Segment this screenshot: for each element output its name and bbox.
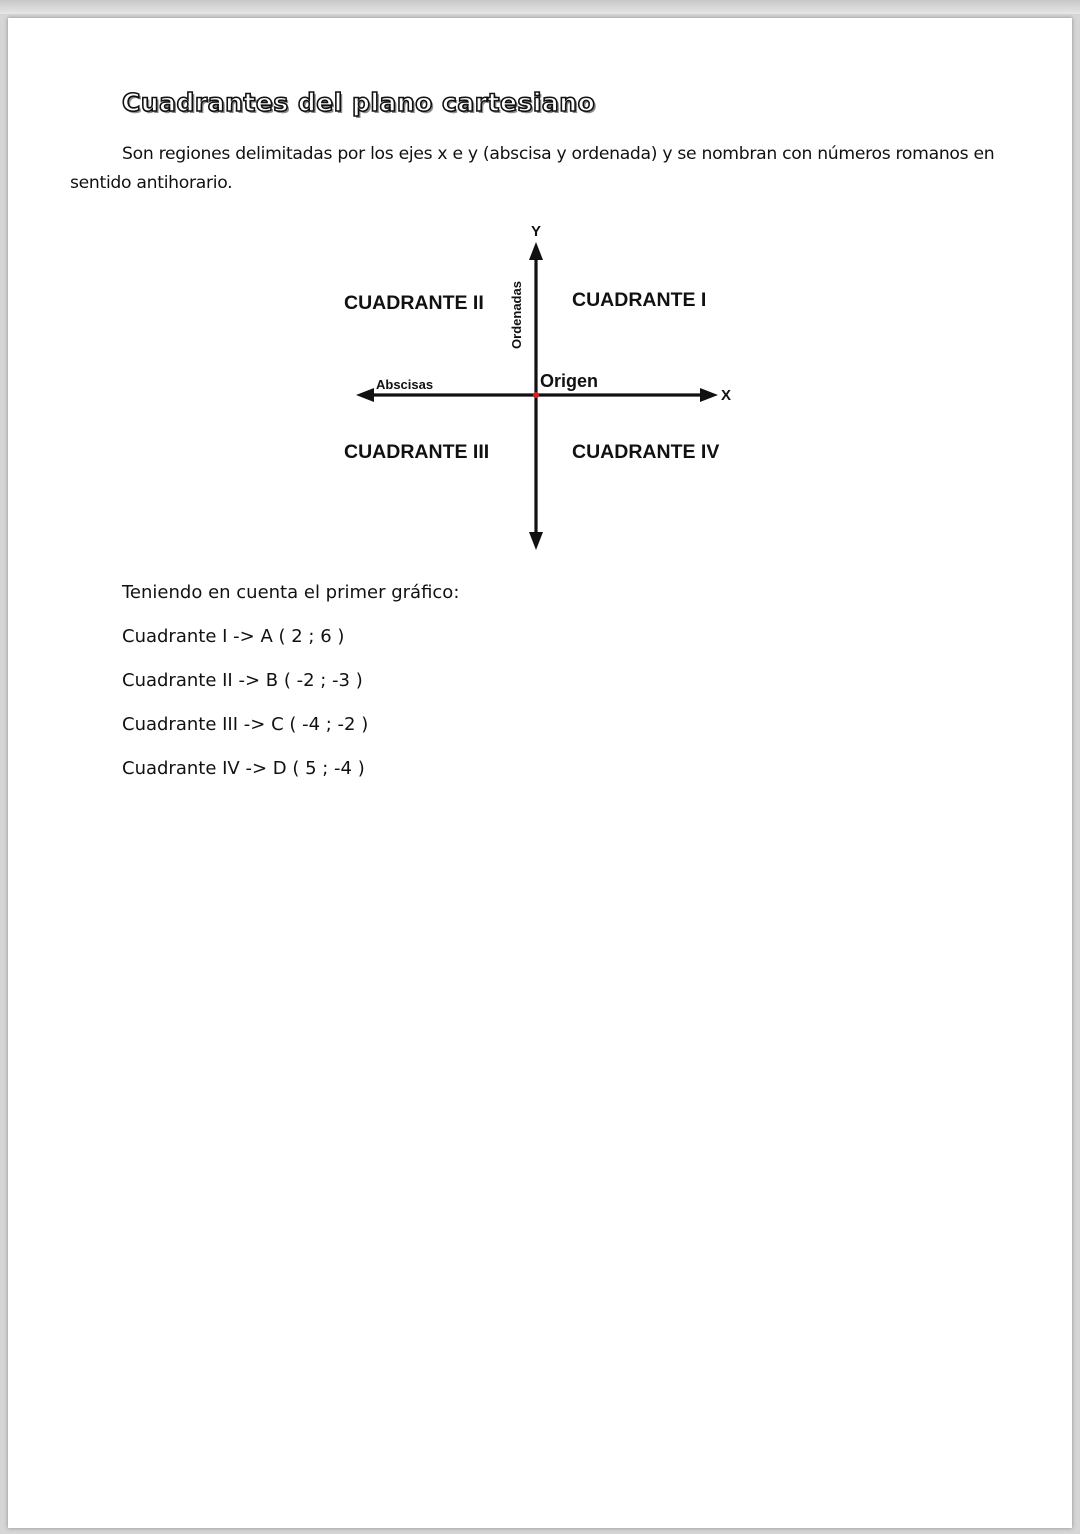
quadrant-1-label: CUADRANTE I — [572, 289, 707, 311]
y-axis-arrow-down — [529, 532, 543, 550]
viewer-top-bar — [0, 0, 1080, 14]
x-axis-arrow-right — [700, 388, 718, 402]
y-axis-arrow-up — [529, 242, 543, 260]
quadrant-3-label: CUADRANTE III — [344, 441, 490, 463]
examples-lead: Teniendo en cuenta el primer gráfico: — [122, 582, 460, 603]
example-point-c: Cuadrante III -> C ( -4 ; -2 ) — [122, 714, 369, 735]
origin-point — [533, 392, 539, 398]
x-axis-arrow-left — [356, 388, 374, 402]
example-point-d: Cuadrante IV -> D ( 5 ; -4 ) — [122, 758, 365, 779]
example-point-b: Cuadrante II -> B ( -2 ; -3 ) — [122, 670, 363, 691]
example-point-a: Cuadrante I -> A ( 2 ; 6 ) — [122, 626, 345, 647]
abscissa-label: Abscisas — [376, 377, 434, 392]
quadrant-4-label: CUADRANTE IV — [572, 441, 720, 463]
y-axis-letter: Y — [530, 223, 542, 240]
page-title: Cuadrantes del plano cartesiano — [122, 88, 596, 117]
document-page — [8, 18, 1072, 1528]
origin-label: Origen — [540, 371, 599, 391]
intro-paragraph: Son regiones delimitadas por los ejes x e y (abscisa y ordenada) y se nombran con números romanos en sentido antihorario. — [70, 144, 995, 193]
quadrant-2-label: CUADRANTE II — [344, 292, 484, 314]
ordinate-label: Ordenadas — [509, 281, 524, 349]
x-axis-letter: X — [720, 387, 732, 404]
